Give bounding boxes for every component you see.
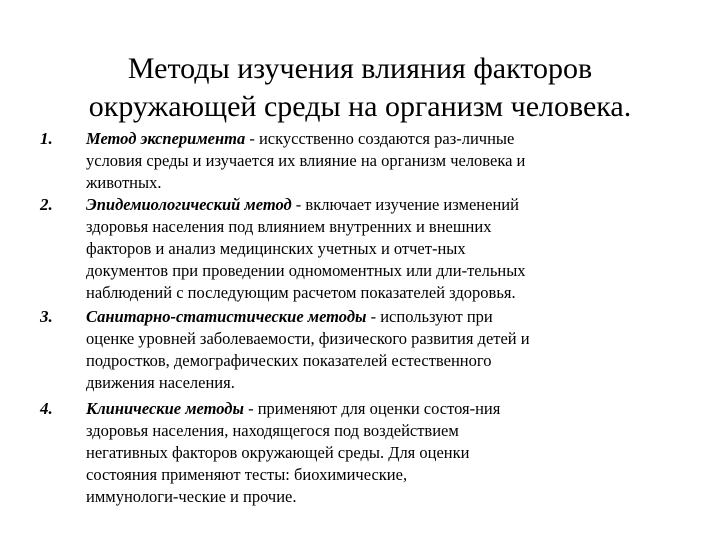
item-line: здоровья населения под влиянием внутренних и внешних (86, 217, 492, 236)
title-line-1: Методы изучения влияния факторов (127, 52, 593, 86)
item-line: факторов и анализ медицинских учетных и отчет-ных (86, 239, 466, 258)
item-text: - используют при (366, 307, 493, 326)
item-term: Клинические методы (86, 399, 244, 418)
item-line: наблюдений с последующим расчетом показателей здоровья. (86, 283, 516, 302)
item-line: животных. (86, 173, 162, 192)
item-line (86, 128, 514, 150)
item-line: негативных факторов окружающей среды. Для оценки (86, 443, 470, 462)
item-number: 2. (40, 195, 53, 214)
item-number: 3. (40, 307, 53, 326)
item-line (86, 306, 493, 328)
item-term: Санитарно-статистические методы (86, 307, 367, 326)
item-line: подростков, демографических показателей естественного (86, 351, 492, 370)
item-line: условия среды и изучается их влияние на организм человека и (86, 151, 526, 170)
item-line: оценке уровней заболеваемости, физического развития детей и (86, 329, 530, 348)
item-line: здоровья населения, находящегося под воздействием (86, 421, 459, 440)
item-line (86, 194, 519, 216)
item-line: движения населения. (86, 373, 235, 392)
item-term: Эпидемиологический метод (86, 195, 292, 214)
title-line-2: окружающей среды на организм человека. (88, 90, 632, 124)
item-line (86, 398, 500, 420)
item-term: Метод эксперимента (86, 129, 246, 148)
item-text: - включает изучение изменений (291, 195, 519, 214)
item-number: 1. (40, 129, 53, 148)
item-text: - применяют для оценки состоя-ния (243, 399, 501, 418)
item-line: документов при проведении одномоментных или дли-тельных (86, 261, 526, 280)
list-item-epidemiological (0, 194, 720, 304)
item-text: - искусственно создаются раз-личные (245, 129, 515, 148)
slide-title (40, 50, 680, 126)
item-line: иммунологи-ческие и прочие. (86, 487, 297, 506)
list-item-experiment (0, 128, 720, 194)
list-item-sanitary-statistical (0, 306, 720, 394)
item-line: состояния применяют тесты: биохимические, (86, 465, 408, 484)
list-item-clinical (0, 398, 720, 508)
item-number: 4. (40, 399, 53, 418)
